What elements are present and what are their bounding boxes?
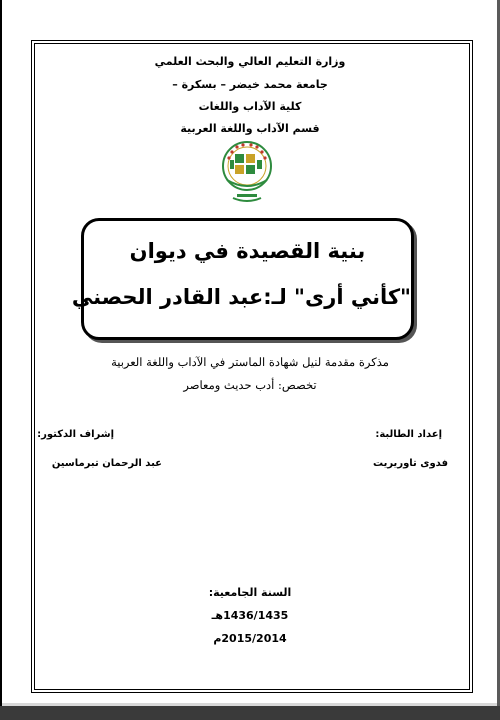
faculty-name: كلية الآداب واللغات (198, 100, 302, 113)
supervisor-name: عبد الرحمان تبرماسين (51, 458, 162, 469)
supervisor-label: إشراف الدكتور: (37, 429, 114, 440)
viewer-frame-bottom (0, 706, 500, 720)
thesis-title-line1: بنية القصيدة في ديوان (129, 239, 366, 263)
department-name: قسم الآداب واللغة العربية (180, 122, 320, 135)
university-logo-icon (219, 140, 275, 208)
academic-year-hijri: 1436/1435هـ (211, 609, 289, 622)
thesis-title-line2: "كأني أرى" لـ:عبد القادر الحصني (71, 285, 411, 309)
thesis-title-box (71, 218, 414, 340)
student-name: فدوى تاوريريت (373, 458, 448, 469)
academic-year-label: السنة الجامعية: (208, 586, 292, 599)
university-name: جامعة محمد خيضر – بسكرة – (172, 78, 328, 91)
thesis-specialty: تخصص: أدب حديث ومعاصر (183, 378, 317, 392)
thesis-description: مذكرة مقدمة لنيل شهادة الماستر في الآداب واللغة العربية (111, 355, 389, 369)
academic-year-gregorian: 2015/2014م (213, 632, 287, 645)
ministry-name: وزارة التعليم العالي والبحث العلمي (154, 55, 346, 68)
viewer-frame-left (0, 0, 2, 720)
student-label: إعداد الطالبة: (375, 429, 442, 440)
